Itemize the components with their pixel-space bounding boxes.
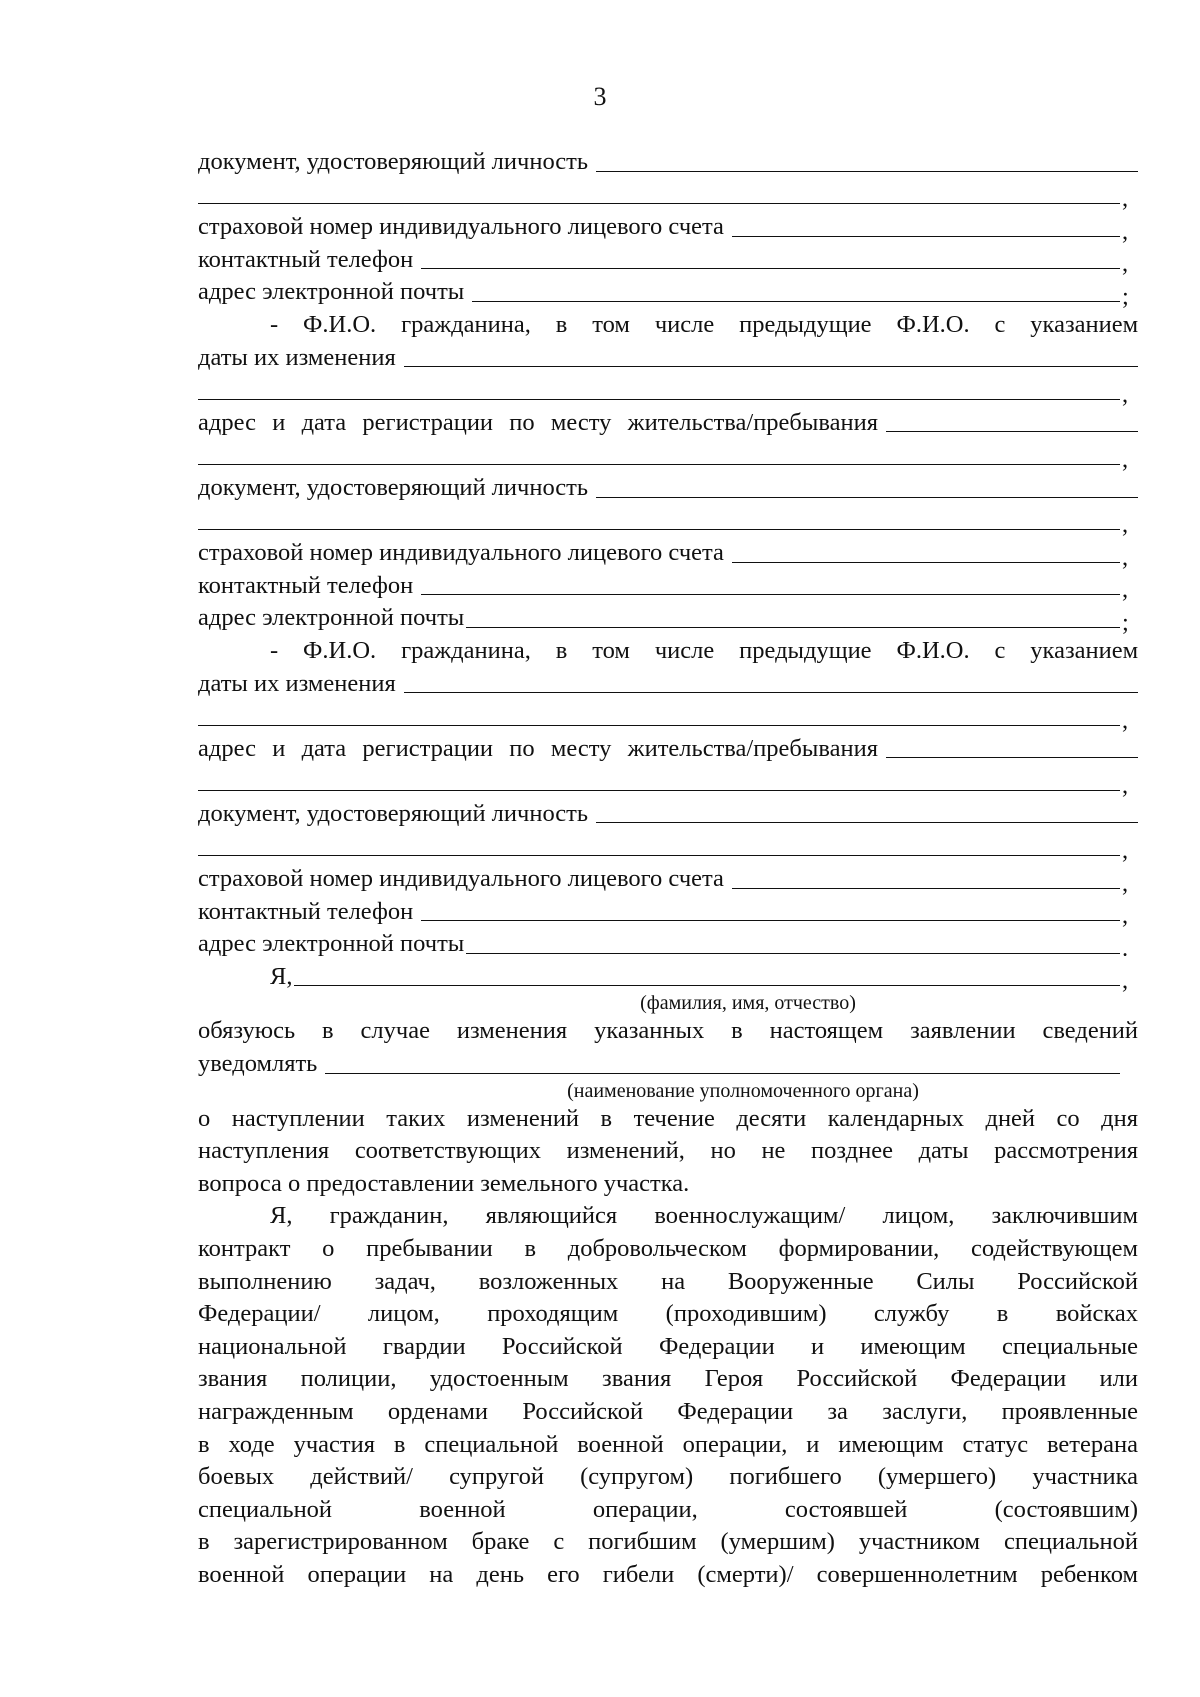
word: предыдущие [739,310,872,338]
paragraph-line: в зарегистрированном браке с погибшим (умершим) участником специальной [198,1528,1138,1556]
comma: , [1122,902,1129,930]
doc-row-cont [198,505,1138,538]
word: числе [654,636,715,664]
doc-label: документ, удостоверяющий личность [198,799,589,827]
doc-row [198,146,1138,179]
fio-blank [404,692,1138,693]
email-row [198,602,1138,635]
snils-blank [732,236,1120,237]
doc-blank [596,822,1138,823]
word: в [555,636,568,664]
word: обязуюсь [198,1017,296,1045]
word: Ф.И.О. [896,636,970,664]
paragraph-line: национальной гвардии Российской Федерации и имеющим специальные [198,1332,1138,1360]
phone-label: контактный телефон [198,245,414,273]
snils-label: страховой номер индивидуального лицевого счета [198,213,724,241]
phone-row [198,896,1138,929]
comma: , [1122,576,1129,604]
paragraph-line: награжденным орденами Российской Федерации за заслуги, проявленные [198,1397,1138,1425]
fio-blank-2 [198,399,1120,400]
fio-blank-2 [198,725,1120,726]
semicolon: ; [1122,282,1129,310]
snils-row [198,863,1138,896]
email-row [198,928,1138,961]
address-label [198,733,886,766]
snils-label: страховой номер индивидуального лицевого счета [198,865,724,893]
fio-dates-row [198,668,1138,701]
doc-row-cont [198,179,1138,212]
word: регистрации [362,734,494,762]
address-blank-2 [198,464,1120,465]
declaration-line-3: наступления соответствующих изменений, но не позднее даты рассмотрения [198,1137,1138,1165]
comma: , [1122,445,1129,473]
word: с [994,636,1006,664]
declaration-line-2: о наступлении таких изменений в течение десяти календарных дней со дня [198,1104,1138,1132]
word: регистрации [362,408,494,436]
word: месту [550,408,612,436]
paragraph-line: Я, гражданин, являющийся военнослужащим/ лицом, заключившим [270,1202,1138,1230]
fio-blank [404,366,1138,367]
phone-blank [421,268,1120,269]
fio-dates-label: даты их изменения [198,343,396,371]
email-blank [466,627,1120,628]
paragraph-line: звания полиции, удостоенным звания Героя Российской Федерации или [198,1365,1138,1393]
word: заявлении [910,1017,1016,1045]
word: по [509,408,535,436]
word: настоящем [769,1017,884,1045]
email-row [198,276,1138,309]
address-row [198,733,1138,766]
declaration-line-4: вопроса о предоставлении земельного участка. [198,1169,690,1197]
paragraph-line: выполнению задач, возложенных на Вооруженные Силы Российской [198,1267,1138,1295]
address-blank [886,431,1138,432]
snils-row [198,537,1138,570]
word: случае [360,1017,430,1045]
doc-label: документ, удостоверяющий личность [198,473,589,501]
paragraph-line: Федерации/ лицом, проходящим (проходившим) службу в войсках [198,1300,1138,1328]
doc-blank-2 [198,529,1120,530]
word: адрес [198,408,256,436]
doc-label: документ, удостоверяющий личность [198,148,589,175]
word: с [994,310,1006,338]
word: жительства/пребывания [627,408,878,436]
comma: , [1122,706,1129,734]
comma: , [1122,837,1129,865]
comma: , [1122,771,1129,799]
fio-heading [198,309,1138,342]
word: том [592,310,630,338]
snils-label: страховой номер индивидуального лицевого счета [198,539,724,567]
address-row-cont [198,765,1138,798]
organ-blank [325,1073,1120,1074]
word: том [592,636,630,664]
email-blank [472,301,1120,302]
paragraph-line: контракт о пребывании в добровольческом формировании, содействующем [198,1235,1138,1262]
address-row [198,407,1138,440]
word: и [272,408,286,436]
snils-blank [732,562,1120,563]
notify-row [198,1048,1138,1081]
address-label [198,407,886,440]
phone-row [198,244,1138,277]
snils-blank [732,888,1120,889]
paragraph-line: специальной военной операции, состоявшей (состоявшим) [198,1495,1138,1523]
word: изменения [456,1017,568,1045]
comma: , [1122,967,1129,995]
word: сведений [1042,1017,1139,1045]
organ-caption: (наименование уполномоченного органа) [567,1079,919,1102]
address-blank-2 [198,790,1120,791]
form-content [198,146,1138,1592]
word: указанием [1030,636,1139,664]
email-label: адрес электронной почты [198,930,465,958]
fio-row-cont [198,700,1138,733]
comma: , [1122,869,1129,897]
word: адрес [198,734,256,762]
declaration-line-1 [198,1015,1138,1048]
fio-dates-row [198,342,1138,375]
ya-label: Я, [270,962,293,990]
doc-blank [596,497,1138,498]
doc-row-cont [198,830,1138,863]
word: по [509,734,535,762]
comma: , [1122,543,1129,571]
paragraph-line: военной операции на день его гибели (смерти)/ совершеннолетним ребенком [198,1560,1138,1588]
comma: , [1122,380,1129,408]
paragraph-line: боевых действий/ супругой (супругом) погибшего (умершего) участника [198,1463,1138,1491]
word: дата [301,408,347,436]
address-blank [886,757,1138,758]
comma: , [1122,250,1129,278]
phone-label: контактный телефон [198,897,414,925]
period: . [1122,934,1129,962]
doc-blank-2 [198,203,1120,204]
word: месту [550,734,612,762]
word: гражданина, [401,636,531,664]
semicolon: ; [1122,608,1129,636]
word: в [322,1017,334,1045]
word: в [555,310,568,338]
email-blank [466,953,1120,954]
notify-label: уведомлять [198,1050,318,1078]
doc-row [198,472,1138,505]
fio-row-cont [198,374,1138,407]
word: жительства/пребывания [627,734,878,762]
fullname-caption: (фамилия, имя, отчество) [640,992,856,1015]
word: числе [654,310,715,338]
phone-row [198,570,1138,603]
doc-blank [596,171,1138,172]
fio-dash: - Ф.И.О. [270,310,377,338]
doc-blank-2 [198,855,1120,856]
word: Ф.И.О. [896,310,970,338]
fio-dates-label: даты их изменения [198,669,396,697]
comma: , [1122,217,1129,245]
word: гражданина, [401,310,531,338]
fullname-blank [294,985,1120,986]
word: указанных [594,1017,705,1045]
paragraph-line: в ходе участия в специальной военной операции, и имеющим статус ветерана [198,1430,1138,1458]
phone-label: контактный телефон [198,571,414,599]
email-label: адрес электронной почты [198,604,465,632]
fio-heading [198,635,1138,668]
word: предыдущие [739,636,872,664]
word: указанием [1030,310,1139,338]
page-number: 3 [593,82,607,111]
word: и [272,734,286,762]
comma: , [1122,185,1129,213]
fio-dash: - Ф.И.О. [270,636,377,664]
comma: , [1122,511,1129,539]
phone-blank [421,920,1120,921]
word: в [731,1017,743,1045]
snils-row [198,211,1138,244]
doc-row [198,798,1138,831]
phone-blank [421,594,1120,595]
signature-name-row [198,961,1138,994]
word: дата [301,734,347,762]
email-label: адрес электронной почты [198,278,465,306]
address-row-cont [198,439,1138,472]
